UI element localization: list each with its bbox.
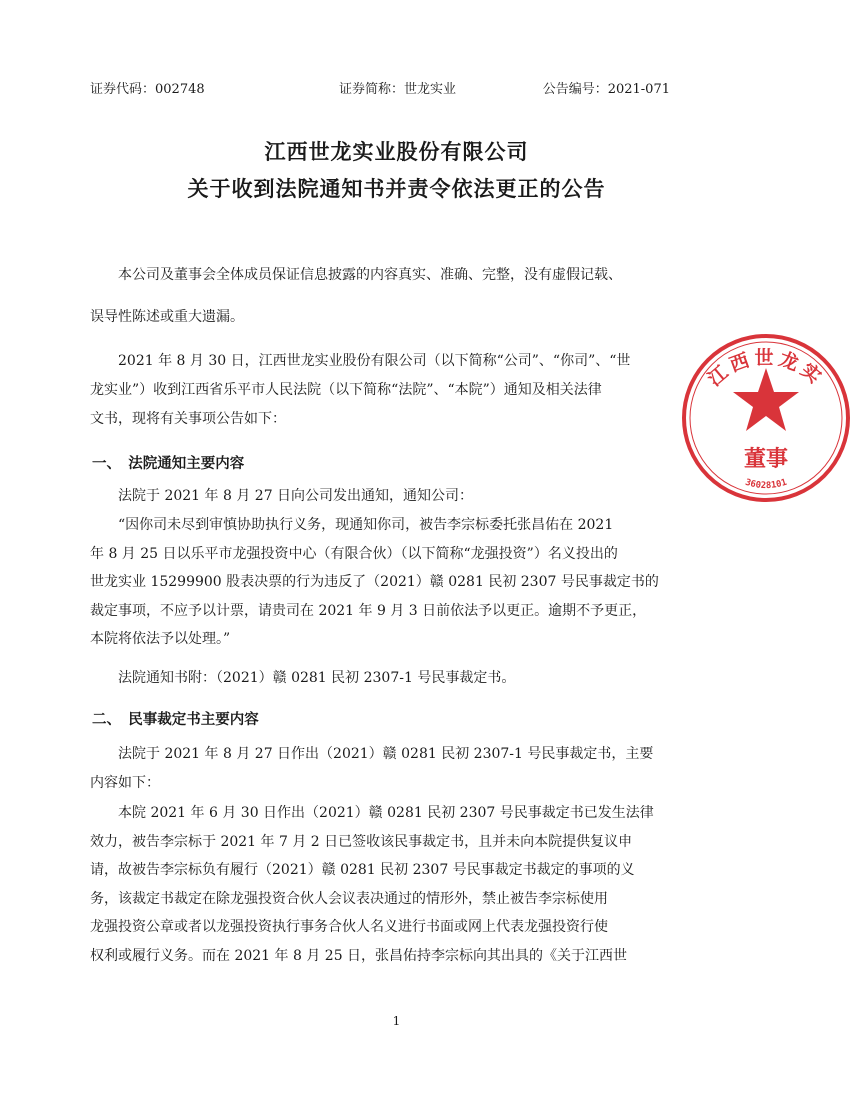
text-line: 年 8 月 25 日以乐平市龙强投资中心（有限合伙）（以下简称“龙强投资”）名义投出的 xyxy=(90,545,618,562)
notice-title: 关于收到法院通知书并责令依法更正的公告 xyxy=(187,177,606,201)
text-line: 权利或履行义务。而在 2021 年 8 月 25 日，张昌佑持李宗标向其出具的《关于江西世 xyxy=(90,947,628,964)
text-line: 文书，现将有关事项公告如下： xyxy=(90,411,286,427)
page-number: 1 xyxy=(392,1014,401,1028)
text-line: 法院于 2021 年 8 月 27 日作出（2021）赣 0281 民初 2307-1 号民事裁定书，主要 xyxy=(90,746,654,762)
text-line: “因你司未尽到审慎协助执行义务，现通知你司，被告李宗标委托张昌佑在 2021 xyxy=(90,517,614,533)
text-line: 龙强投资公章或者以龙强投资执行事务合伙人名义进行书面或网上代表龙强投资行使 xyxy=(90,919,608,935)
text-line: 本公司及董事会全体成员保证信息披露的内容真实、准确、完整，没有虚假记载、 xyxy=(90,267,622,283)
text-line: 务，该裁定书裁定在除龙强投资合伙人会议表决通过的情形外，禁止被告李宗标使用 xyxy=(90,890,608,907)
intro-paragraph xyxy=(90,347,690,434)
text-line: 本院 2021 年 6 月 30 日作出（2021）赣 0281 民初 2307 号民事裁定书已发生法律 xyxy=(90,805,654,821)
seal-arc-text: 江西世龙实 xyxy=(703,347,829,391)
court-notice-quote xyxy=(90,511,690,654)
section-heading-2: 二、 民事裁定书主要内容 xyxy=(92,712,259,728)
text-line: 龙实业”）收到江西省乐平市人民法院（以下简称“法院”、“本院”）通知及相关法律 xyxy=(90,382,602,398)
notice-number: 公告编号：2021-071 xyxy=(542,82,670,97)
stock-code: 证券代码：002748 xyxy=(90,82,205,97)
text-line: 法院于 2021 年 8 月 27 日向公司发出通知，通知公司： xyxy=(90,488,474,504)
text-line: 裁定事项，不应予以计票，请贵司在 2021 年 9 月 3 日前依法予以更正。逾期不予更正， xyxy=(90,602,647,619)
text-line: 2021 年 8 月 30 日，江西世龙实业股份有限公司（以下简称“公司”、“你司”、“世 xyxy=(90,353,631,369)
seal-center-text: 董事 xyxy=(743,447,789,472)
stock-abbreviation: 证券简称：世龙实业 xyxy=(339,82,457,97)
text-line: 内容如下： xyxy=(90,774,160,791)
seal-digits: 36028101 xyxy=(743,477,789,492)
disclaimer-paragraph xyxy=(90,254,690,338)
text-line: 法院通知书附：（2021）赣 0281 民初 2307-1 号民事裁定书。 xyxy=(90,670,516,686)
text-line: 效力，被告李宗标于 2021 年 7 月 2 日已签收该民事裁定书，且并未向本院提供复议申 xyxy=(90,833,633,850)
ruling-body-paragraph xyxy=(90,799,690,970)
text-line: 世龙实业 15299900 股表决票的行为违反了（2021）赣 0281 民初 2307 号民事裁定书的 xyxy=(90,574,659,590)
text-line: 误导性陈述或重大遗漏。 xyxy=(90,309,244,325)
notice-intro-paragraph xyxy=(90,482,690,511)
company-title: 江西世龙实业股份有限公司 xyxy=(264,140,529,164)
company-seal-stamp xyxy=(678,330,854,506)
document-header xyxy=(90,80,670,100)
attachment-paragraph xyxy=(90,664,690,693)
section-heading-1: 一、 法院通知主要内容 xyxy=(92,456,245,472)
ruling-intro-paragraph xyxy=(90,740,690,797)
svg-text:36028101 xyxy=(744,478,788,491)
text-line: 本院将依法予以处理。” xyxy=(90,631,231,647)
text-line: 请，故被告李宗标负有履行（2021）赣 0281 民初 2307 号民事裁定书裁定的事项的义 xyxy=(90,862,635,878)
